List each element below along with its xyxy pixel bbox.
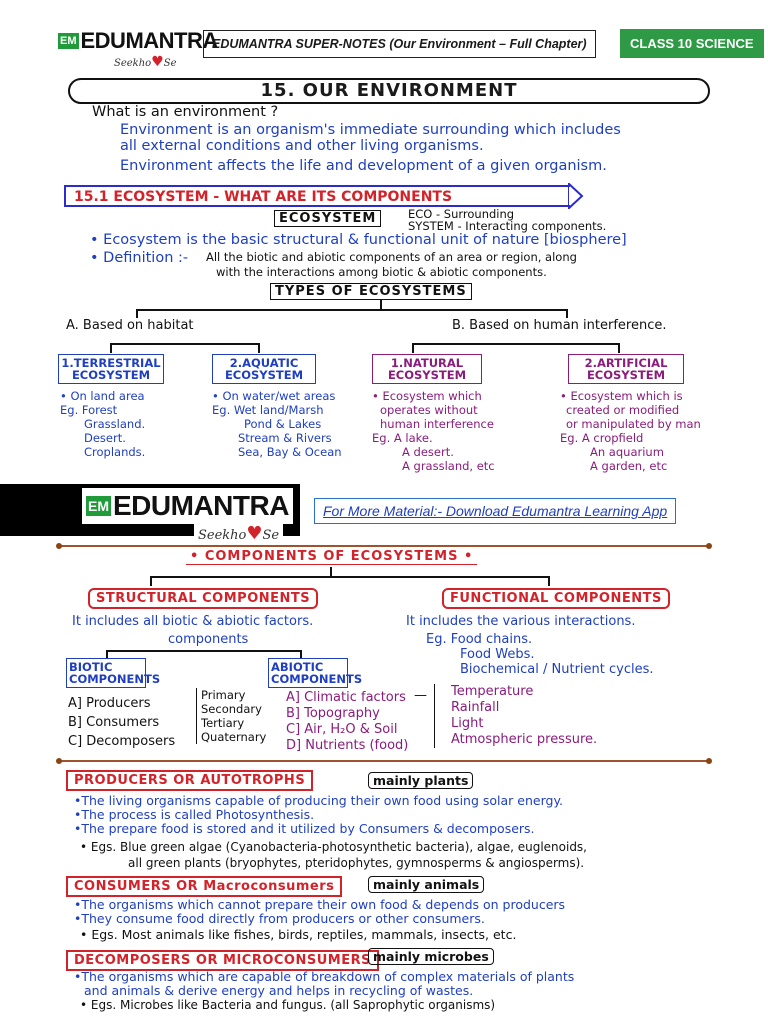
chapter-title: 15. OUR ENVIRONMENT bbox=[68, 78, 710, 104]
divider-top bbox=[60, 545, 710, 547]
components-right-drop bbox=[548, 576, 550, 586]
decomposers-note: mainly microbes bbox=[368, 948, 494, 965]
consumer-types: Primary Secondary Tertiary Quaternary bbox=[196, 688, 266, 744]
consumers-note: mainly animals bbox=[368, 876, 484, 893]
promo-logo bbox=[82, 488, 293, 544]
divider-mid bbox=[60, 760, 710, 762]
tree-left-drop bbox=[136, 309, 138, 318]
promo-heart-icon: ♥ bbox=[246, 523, 263, 544]
aquatic-list: • On water/wet areas Eg. Wet land/Marsh Pond & Lakes Stream & Rivers Sea, Bay & Ocean bbox=[212, 389, 342, 459]
habitat-label: A. Based on habitat bbox=[66, 318, 194, 333]
abiotic-drop bbox=[300, 650, 302, 658]
intro-question: What is an environment ? bbox=[92, 104, 279, 120]
types-title-box: TYPES OF ECOSYSTEMS bbox=[270, 283, 472, 300]
header-title: EDUMANTRA SUPER-NOTES (Our Environment – Full Chapter) bbox=[203, 30, 596, 58]
artificial-list: • Ecosystem which is created or modified or manipulated by man Eg. A cropfield An aquarium A garden, etc bbox=[560, 389, 701, 473]
structural-box: STRUCTURAL COMPONENTS bbox=[88, 588, 318, 609]
logo-tagline: Seekho♥Se bbox=[114, 54, 177, 70]
structural-desc-1: It includes all biotic & abiotic factors. bbox=[72, 614, 314, 629]
biotic-drop bbox=[106, 650, 108, 658]
abiotic-box: ABIOTIC COMPONENTS bbox=[268, 658, 348, 688]
class-badge: CLASS 10 SCIENCE bbox=[620, 29, 764, 58]
human-left-drop bbox=[412, 343, 414, 353]
producers-line-1: •The living organisms capable of producing their own food using solar energy. bbox=[74, 793, 564, 808]
aquatic-box: 2.AQUATIC ECOSYSTEM bbox=[212, 354, 316, 384]
decomposers-egs: • Egs. Microbes like Bacteria and fungus. (all Saprophytic organisms) bbox=[80, 998, 496, 1012]
producers-egs-2: all green plants (bryophytes, pteridophytes, gymnosperms & angiosperms). bbox=[128, 856, 585, 870]
decomposers-heading: DECOMPOSERS OR MICROCONSUMERS bbox=[66, 950, 379, 971]
biotic-abiotic-h-line bbox=[106, 650, 302, 652]
promo-logo-text: EDUMANTRA bbox=[113, 490, 289, 521]
intro-line-3: Environment affects the life and development of a given organism. bbox=[120, 158, 607, 174]
terrestrial-box: 1.TERRESTRIAL ECOSYSTEM bbox=[58, 354, 164, 384]
human-h-line bbox=[412, 343, 620, 345]
functional-eg-3: Biochemical / Nutrient cycles. bbox=[460, 662, 654, 677]
consumers-line-1: •The organisms which cannot prepare their own food & depends on producers bbox=[74, 897, 566, 912]
heart-icon: ♥ bbox=[151, 54, 164, 70]
section-heading-15-1: 15.1 ECOSYSTEM - WHAT ARE ITS COMPONENTS bbox=[64, 185, 570, 207]
natural-list: • Ecosystem which operates without human interference Eg. A lake. A desert. A grassland, etc bbox=[372, 389, 495, 473]
producers-line-3: •The prepare food is stored and it utilized by Consumers & decomposers. bbox=[74, 821, 535, 836]
functional-desc: It includes the various interactions. bbox=[406, 614, 636, 629]
functional-eg-2: Food Webs. bbox=[460, 647, 535, 662]
eco-meaning: ECO - Surrounding bbox=[408, 207, 515, 221]
producers-note: mainly plants bbox=[368, 772, 473, 789]
divider-mid-dot-left bbox=[56, 758, 62, 764]
abiotic-list: A] Climatic factors B] Topography C] Air, H₂O & Soil D] Nutrients (food) bbox=[286, 690, 409, 753]
functional-box: FUNCTIONAL COMPONENTS bbox=[442, 588, 670, 609]
logo-text: EDUMANTRA bbox=[80, 28, 218, 53]
logo-em-badge: EM bbox=[60, 35, 77, 47]
components-title: • COMPONENTS OF ECOSYSTEMS • bbox=[186, 549, 477, 565]
divider-dot-right bbox=[706, 543, 712, 549]
natural-box: 1.NATURAL ECOSYSTEM bbox=[372, 354, 482, 384]
tree-h-line bbox=[136, 309, 568, 311]
producers-egs-1: • Egs. Blue green algae (Cyanobacteria-photosynthetic bacteria), algae, euglenoids, bbox=[80, 840, 587, 854]
promo-logo-tagline: Seekho♥Se bbox=[194, 523, 283, 544]
definition-line-1: All the biotic and abiotic components of an area or region, along bbox=[206, 250, 577, 264]
artificial-box: 2.ARTIFICIAL ECOSYSTEM bbox=[568, 354, 684, 384]
human-interference-label: B. Based on human interference. bbox=[452, 318, 667, 333]
download-app-link[interactable]: For More Material:- Download Edumantra Learning App bbox=[314, 498, 676, 524]
divider-mid-dot-right bbox=[706, 758, 712, 764]
ecosystem-word-box: ECOSYSTEM bbox=[274, 210, 381, 227]
producers-line-2: •The process is called Photosynthesis. bbox=[74, 807, 315, 822]
consumers-line-2: •They consume food directly from producers or other consumers. bbox=[74, 911, 485, 926]
terrestrial-list: • On land area Eg. Forest Grassland. Desert. Croplands. bbox=[60, 389, 146, 459]
divider-dot-left bbox=[56, 543, 62, 549]
intro-line-1: Environment is an organism's immediate surrounding which includes bbox=[120, 122, 621, 138]
decomposers-line-2: and animals & derive energy and helps in recycling of wastes. bbox=[84, 983, 474, 998]
promo-logo-em-badge: EM bbox=[88, 498, 109, 514]
functional-eg-1: Eg. Food chains. bbox=[426, 632, 533, 647]
intro-line-2: all external conditions and other living organisms. bbox=[120, 138, 484, 154]
header-logo bbox=[58, 28, 218, 70]
biotic-box: BIOTIC COMPONENTS bbox=[66, 658, 146, 688]
ecosystem-bullet: • Ecosystem is the basic structural & functional unit of nature [biosphere] bbox=[90, 232, 627, 248]
definition-label: • Definition :- bbox=[90, 250, 189, 266]
habitat-right-drop bbox=[258, 343, 260, 353]
system-meaning: SYSTEM - Interacting components. bbox=[408, 219, 607, 233]
producers-heading: PRODUCERS OR AUTOTROPHS bbox=[66, 770, 313, 791]
consumers-egs: • Egs. Most animals like fishes, birds, reptiles, mammals, insects, etc. bbox=[80, 927, 517, 942]
tree-right-drop bbox=[566, 309, 568, 318]
decomposers-line-1: •The organisms which are capable of breakdown of complex materials of plants bbox=[74, 969, 575, 984]
habitat-h-line bbox=[110, 343, 260, 345]
climatic-list: Temperature Rainfall Light Atmospheric pressure. bbox=[434, 684, 597, 748]
consumers-heading: CONSUMERS OR Macroconsumers bbox=[66, 876, 342, 897]
structural-desc-2: components bbox=[168, 632, 249, 647]
components-h-line bbox=[150, 576, 550, 578]
habitat-left-drop bbox=[110, 343, 112, 353]
human-right-drop bbox=[618, 343, 620, 353]
banner-arrow-tip bbox=[568, 183, 584, 209]
biotic-list: A] Producers B] Consumers C] Decomposers bbox=[68, 696, 176, 749]
climatic-arrow: — bbox=[414, 688, 427, 703]
components-left-drop bbox=[150, 576, 152, 586]
definition-line-2: with the interactions among biotic & abiotic components. bbox=[216, 265, 547, 279]
